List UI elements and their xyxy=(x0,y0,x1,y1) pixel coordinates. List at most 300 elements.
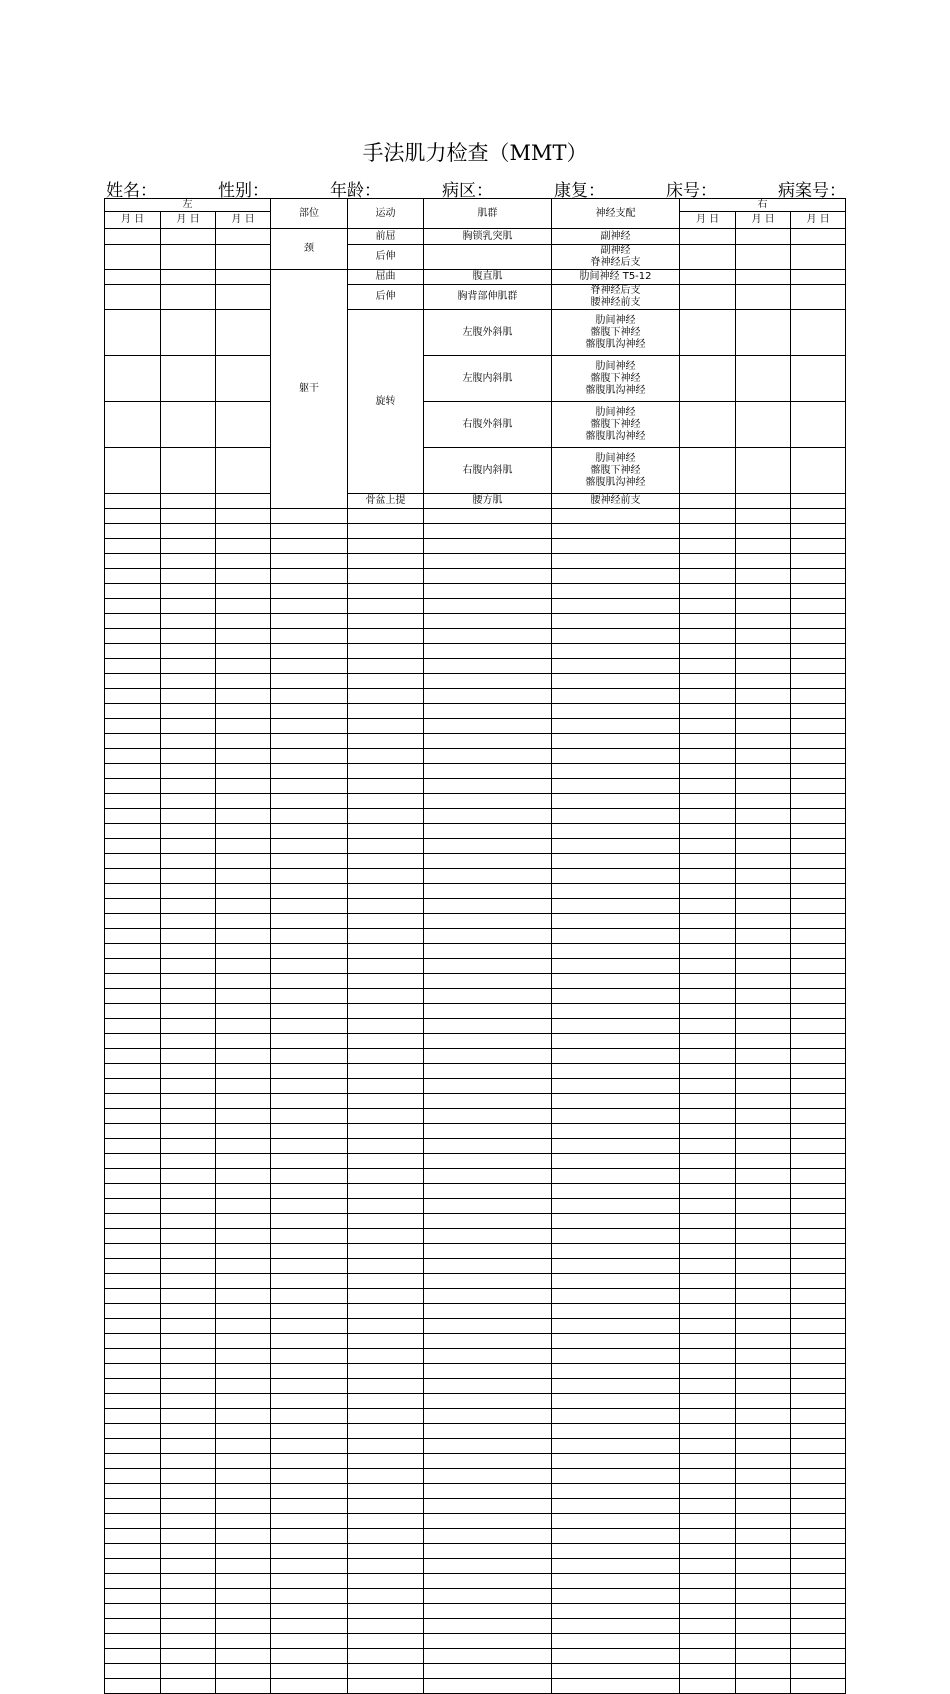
left-score-cell[interactable] xyxy=(105,1559,161,1574)
left-score-cell[interactable] xyxy=(216,1184,271,1199)
right-score-cell[interactable] xyxy=(736,1379,791,1394)
left-score-cell[interactable] xyxy=(216,1034,271,1049)
right-score-cell[interactable] xyxy=(791,245,846,270)
right-score-cell[interactable] xyxy=(680,356,736,402)
left-score-cell[interactable] xyxy=(161,1229,216,1244)
left-score-cell[interactable] xyxy=(216,629,271,644)
left-score-cell[interactable] xyxy=(161,1619,216,1634)
left-score-cell[interactable] xyxy=(105,1094,161,1109)
left-score-cell[interactable] xyxy=(105,1469,161,1484)
right-score-cell[interactable] xyxy=(736,1484,791,1499)
right-score-cell[interactable] xyxy=(736,824,791,839)
left-score-cell[interactable] xyxy=(216,1244,271,1259)
right-score-cell[interactable] xyxy=(791,1184,846,1199)
right-score-cell[interactable] xyxy=(791,1049,846,1064)
right-score-cell[interactable] xyxy=(791,779,846,794)
right-score-cell[interactable] xyxy=(680,839,736,854)
right-score-cell[interactable] xyxy=(680,1454,736,1469)
right-score-cell[interactable] xyxy=(791,959,846,974)
left-score-cell[interactable] xyxy=(161,974,216,989)
left-score-cell[interactable] xyxy=(105,659,161,674)
right-score-cell[interactable] xyxy=(736,1124,791,1139)
right-score-cell[interactable] xyxy=(791,1019,846,1034)
right-score-cell[interactable] xyxy=(736,1319,791,1334)
left-score-cell[interactable] xyxy=(216,1214,271,1229)
right-score-cell[interactable] xyxy=(736,402,791,448)
right-score-cell[interactable] xyxy=(680,884,736,899)
right-score-cell[interactable] xyxy=(680,584,736,599)
right-score-cell[interactable] xyxy=(736,689,791,704)
right-score-cell[interactable] xyxy=(791,1229,846,1244)
left-score-cell[interactable] xyxy=(161,229,216,245)
right-score-cell[interactable] xyxy=(791,1334,846,1349)
right-score-cell[interactable] xyxy=(791,644,846,659)
left-score-cell[interactable] xyxy=(105,1274,161,1289)
right-score-cell[interactable] xyxy=(680,674,736,689)
left-score-cell[interactable] xyxy=(216,704,271,719)
right-score-cell[interactable] xyxy=(791,1214,846,1229)
right-score-cell[interactable] xyxy=(791,1169,846,1184)
right-score-cell[interactable] xyxy=(736,1589,791,1604)
right-score-cell[interactable] xyxy=(736,674,791,689)
left-score-cell[interactable] xyxy=(105,1049,161,1064)
right-score-cell[interactable] xyxy=(736,1109,791,1124)
right-score-cell[interactable] xyxy=(736,1544,791,1559)
right-score-cell[interactable] xyxy=(791,1604,846,1619)
left-score-cell[interactable] xyxy=(105,1139,161,1154)
right-score-cell[interactable] xyxy=(736,1364,791,1379)
right-score-cell[interactable] xyxy=(791,929,846,944)
left-score-cell[interactable] xyxy=(216,1514,271,1529)
right-score-cell[interactable] xyxy=(736,659,791,674)
right-score-cell[interactable] xyxy=(680,270,736,285)
right-score-cell[interactable] xyxy=(680,1484,736,1499)
right-score-cell[interactable] xyxy=(680,1229,736,1244)
left-score-cell[interactable] xyxy=(161,1679,216,1694)
left-score-cell[interactable] xyxy=(216,1094,271,1109)
left-score-cell[interactable] xyxy=(161,644,216,659)
left-score-cell[interactable] xyxy=(161,854,216,869)
right-score-cell[interactable] xyxy=(791,1244,846,1259)
left-score-cell[interactable] xyxy=(161,1334,216,1349)
right-score-cell[interactable] xyxy=(736,1664,791,1679)
right-score-cell[interactable] xyxy=(791,1484,846,1499)
right-score-cell[interactable] xyxy=(680,1334,736,1349)
left-score-cell[interactable] xyxy=(216,1004,271,1019)
left-score-cell[interactable] xyxy=(216,1634,271,1649)
right-score-cell[interactable] xyxy=(736,1154,791,1169)
right-score-cell[interactable] xyxy=(791,839,846,854)
right-score-cell[interactable] xyxy=(736,599,791,614)
right-score-cell[interactable] xyxy=(736,1019,791,1034)
right-score-cell[interactable] xyxy=(736,1349,791,1364)
right-score-cell[interactable] xyxy=(680,1154,736,1169)
left-score-cell[interactable] xyxy=(161,1544,216,1559)
left-score-cell[interactable] xyxy=(216,1139,271,1154)
left-score-cell[interactable] xyxy=(105,1304,161,1319)
right-score-cell[interactable] xyxy=(680,1529,736,1544)
left-score-cell[interactable] xyxy=(105,539,161,554)
right-score-cell[interactable] xyxy=(680,285,736,310)
left-score-cell[interactable] xyxy=(105,704,161,719)
left-score-cell[interactable] xyxy=(161,1199,216,1214)
left-score-cell[interactable] xyxy=(216,1544,271,1559)
right-score-cell[interactable] xyxy=(791,1439,846,1454)
right-score-cell[interactable] xyxy=(680,734,736,749)
right-score-cell[interactable] xyxy=(736,1424,791,1439)
left-score-cell[interactable] xyxy=(216,884,271,899)
left-score-cell[interactable] xyxy=(161,1439,216,1454)
left-score-cell[interactable] xyxy=(161,1469,216,1484)
left-score-cell[interactable] xyxy=(105,1649,161,1664)
right-score-cell[interactable] xyxy=(736,869,791,884)
left-score-cell[interactable] xyxy=(105,749,161,764)
right-score-cell[interactable] xyxy=(680,402,736,448)
right-score-cell[interactable] xyxy=(791,494,846,509)
left-score-cell[interactable] xyxy=(161,779,216,794)
right-score-cell[interactable] xyxy=(736,734,791,749)
left-score-cell[interactable] xyxy=(161,1529,216,1544)
right-score-cell[interactable] xyxy=(680,1559,736,1574)
left-score-cell[interactable] xyxy=(216,1049,271,1064)
right-score-cell[interactable] xyxy=(736,809,791,824)
right-score-cell[interactable] xyxy=(680,245,736,270)
right-score-cell[interactable] xyxy=(736,884,791,899)
left-score-cell[interactable] xyxy=(105,1244,161,1259)
left-score-cell[interactable] xyxy=(105,884,161,899)
right-score-cell[interactable] xyxy=(736,704,791,719)
left-score-cell[interactable] xyxy=(216,1079,271,1094)
right-score-cell[interactable] xyxy=(736,1049,791,1064)
left-score-cell[interactable] xyxy=(105,285,161,310)
right-score-cell[interactable] xyxy=(736,914,791,929)
left-score-cell[interactable] xyxy=(105,1634,161,1649)
left-score-cell[interactable] xyxy=(105,245,161,270)
left-score-cell[interactable] xyxy=(161,944,216,959)
left-score-cell[interactable] xyxy=(105,509,161,524)
right-score-cell[interactable] xyxy=(791,1379,846,1394)
right-score-cell[interactable] xyxy=(736,749,791,764)
left-score-cell[interactable] xyxy=(161,270,216,285)
right-score-cell[interactable] xyxy=(736,448,791,494)
left-score-cell[interactable] xyxy=(216,1679,271,1694)
left-score-cell[interactable] xyxy=(216,599,271,614)
left-score-cell[interactable] xyxy=(161,1094,216,1109)
right-score-cell[interactable] xyxy=(791,749,846,764)
left-score-cell[interactable] xyxy=(161,809,216,824)
left-score-cell[interactable] xyxy=(161,1289,216,1304)
left-score-cell[interactable] xyxy=(105,899,161,914)
left-score-cell[interactable] xyxy=(216,1259,271,1274)
right-score-cell[interactable] xyxy=(791,1634,846,1649)
left-score-cell[interactable] xyxy=(216,1604,271,1619)
left-score-cell[interactable] xyxy=(216,839,271,854)
right-score-cell[interactable] xyxy=(791,974,846,989)
right-score-cell[interactable] xyxy=(680,1079,736,1094)
left-score-cell[interactable] xyxy=(161,1139,216,1154)
left-score-cell[interactable] xyxy=(105,554,161,569)
right-score-cell[interactable] xyxy=(736,1229,791,1244)
left-score-cell[interactable] xyxy=(216,749,271,764)
left-score-cell[interactable] xyxy=(161,1409,216,1424)
left-score-cell[interactable] xyxy=(216,1589,271,1604)
right-score-cell[interactable] xyxy=(791,584,846,599)
right-score-cell[interactable] xyxy=(791,1664,846,1679)
left-score-cell[interactable] xyxy=(105,1124,161,1139)
left-score-cell[interactable] xyxy=(216,824,271,839)
left-score-cell[interactable] xyxy=(105,1289,161,1304)
right-score-cell[interactable] xyxy=(736,944,791,959)
right-score-cell[interactable] xyxy=(680,448,736,494)
left-score-cell[interactable] xyxy=(216,285,271,310)
right-score-cell[interactable] xyxy=(791,899,846,914)
right-score-cell[interactable] xyxy=(680,229,736,245)
right-score-cell[interactable] xyxy=(736,494,791,509)
right-score-cell[interactable] xyxy=(736,539,791,554)
left-score-cell[interactable] xyxy=(105,1319,161,1334)
right-score-cell[interactable] xyxy=(791,1649,846,1664)
right-score-cell[interactable] xyxy=(736,270,791,285)
right-score-cell[interactable] xyxy=(791,989,846,1004)
right-score-cell[interactable] xyxy=(736,629,791,644)
left-score-cell[interactable] xyxy=(161,310,216,356)
right-score-cell[interactable] xyxy=(736,285,791,310)
right-score-cell[interactable] xyxy=(680,704,736,719)
right-score-cell[interactable] xyxy=(736,1394,791,1409)
right-score-cell[interactable] xyxy=(680,569,736,584)
left-score-cell[interactable] xyxy=(161,1244,216,1259)
right-score-cell[interactable] xyxy=(680,1364,736,1379)
left-score-cell[interactable] xyxy=(216,494,271,509)
left-score-cell[interactable] xyxy=(216,944,271,959)
left-score-cell[interactable] xyxy=(105,854,161,869)
left-score-cell[interactable] xyxy=(216,539,271,554)
right-score-cell[interactable] xyxy=(736,356,791,402)
right-score-cell[interactable] xyxy=(736,1529,791,1544)
right-score-cell[interactable] xyxy=(791,1154,846,1169)
left-score-cell[interactable] xyxy=(216,1319,271,1334)
right-score-cell[interactable] xyxy=(680,644,736,659)
left-score-cell[interactable] xyxy=(216,1349,271,1364)
left-score-cell[interactable] xyxy=(216,1334,271,1349)
left-score-cell[interactable] xyxy=(216,1169,271,1184)
left-score-cell[interactable] xyxy=(216,869,271,884)
left-score-cell[interactable] xyxy=(105,310,161,356)
left-score-cell[interactable] xyxy=(161,749,216,764)
right-score-cell[interactable] xyxy=(736,509,791,524)
left-score-cell[interactable] xyxy=(216,809,271,824)
left-score-cell[interactable] xyxy=(216,356,271,402)
right-score-cell[interactable] xyxy=(680,809,736,824)
left-score-cell[interactable] xyxy=(216,689,271,704)
left-score-cell[interactable] xyxy=(105,779,161,794)
left-score-cell[interactable] xyxy=(161,704,216,719)
right-score-cell[interactable] xyxy=(680,599,736,614)
right-score-cell[interactable] xyxy=(680,1409,736,1424)
right-score-cell[interactable] xyxy=(791,229,846,245)
right-score-cell[interactable] xyxy=(791,1559,846,1574)
right-score-cell[interactable] xyxy=(736,1064,791,1079)
left-score-cell[interactable] xyxy=(216,1109,271,1124)
right-score-cell[interactable] xyxy=(736,1679,791,1694)
left-score-cell[interactable] xyxy=(216,674,271,689)
right-score-cell[interactable] xyxy=(680,854,736,869)
right-score-cell[interactable] xyxy=(736,1289,791,1304)
left-score-cell[interactable] xyxy=(161,1484,216,1499)
left-score-cell[interactable] xyxy=(161,1514,216,1529)
right-score-cell[interactable] xyxy=(736,1274,791,1289)
right-score-cell[interactable] xyxy=(791,659,846,674)
left-score-cell[interactable] xyxy=(216,554,271,569)
left-score-cell[interactable] xyxy=(216,1424,271,1439)
left-score-cell[interactable] xyxy=(216,1409,271,1424)
left-score-cell[interactable] xyxy=(105,1349,161,1364)
left-score-cell[interactable] xyxy=(105,1604,161,1619)
right-score-cell[interactable] xyxy=(736,1214,791,1229)
left-score-cell[interactable] xyxy=(105,809,161,824)
left-score-cell[interactable] xyxy=(105,734,161,749)
right-score-cell[interactable] xyxy=(736,1559,791,1574)
right-score-cell[interactable] xyxy=(736,554,791,569)
right-score-cell[interactable] xyxy=(680,989,736,1004)
right-score-cell[interactable] xyxy=(680,1394,736,1409)
right-score-cell[interactable] xyxy=(736,1439,791,1454)
right-score-cell[interactable] xyxy=(680,1604,736,1619)
left-score-cell[interactable] xyxy=(216,854,271,869)
left-score-cell[interactable] xyxy=(216,1499,271,1514)
left-score-cell[interactable] xyxy=(216,719,271,734)
right-score-cell[interactable] xyxy=(736,245,791,270)
left-score-cell[interactable] xyxy=(105,1499,161,1514)
right-score-cell[interactable] xyxy=(680,1049,736,1064)
left-score-cell[interactable] xyxy=(161,1364,216,1379)
right-score-cell[interactable] xyxy=(736,1139,791,1154)
left-score-cell[interactable] xyxy=(161,1454,216,1469)
left-score-cell[interactable] xyxy=(105,644,161,659)
right-score-cell[interactable] xyxy=(791,1574,846,1589)
right-score-cell[interactable] xyxy=(680,1259,736,1274)
left-score-cell[interactable] xyxy=(161,719,216,734)
right-score-cell[interactable] xyxy=(680,1034,736,1049)
left-score-cell[interactable] xyxy=(161,1064,216,1079)
left-score-cell[interactable] xyxy=(216,779,271,794)
right-score-cell[interactable] xyxy=(791,854,846,869)
right-score-cell[interactable] xyxy=(791,674,846,689)
left-score-cell[interactable] xyxy=(216,1664,271,1679)
right-score-cell[interactable] xyxy=(680,494,736,509)
right-score-cell[interactable] xyxy=(680,779,736,794)
right-score-cell[interactable] xyxy=(680,310,736,356)
left-score-cell[interactable] xyxy=(216,1439,271,1454)
right-score-cell[interactable] xyxy=(791,734,846,749)
left-score-cell[interactable] xyxy=(161,494,216,509)
left-score-cell[interactable] xyxy=(216,1154,271,1169)
left-score-cell[interactable] xyxy=(161,689,216,704)
left-score-cell[interactable] xyxy=(161,869,216,884)
right-score-cell[interactable] xyxy=(791,1544,846,1559)
left-score-cell[interactable] xyxy=(216,1574,271,1589)
left-score-cell[interactable] xyxy=(216,1454,271,1469)
left-score-cell[interactable] xyxy=(161,402,216,448)
left-score-cell[interactable] xyxy=(105,1424,161,1439)
left-score-cell[interactable] xyxy=(161,569,216,584)
right-score-cell[interactable] xyxy=(680,1064,736,1079)
right-score-cell[interactable] xyxy=(791,270,846,285)
left-score-cell[interactable] xyxy=(161,1664,216,1679)
right-score-cell[interactable] xyxy=(680,1274,736,1289)
right-score-cell[interactable] xyxy=(680,539,736,554)
right-score-cell[interactable] xyxy=(791,764,846,779)
left-score-cell[interactable] xyxy=(161,1124,216,1139)
right-score-cell[interactable] xyxy=(791,1274,846,1289)
right-score-cell[interactable] xyxy=(791,1319,846,1334)
left-score-cell[interactable] xyxy=(161,285,216,310)
right-score-cell[interactable] xyxy=(791,569,846,584)
left-score-cell[interactable] xyxy=(216,509,271,524)
left-score-cell[interactable] xyxy=(216,1064,271,1079)
left-score-cell[interactable] xyxy=(161,989,216,1004)
left-score-cell[interactable] xyxy=(105,584,161,599)
left-score-cell[interactable] xyxy=(105,1529,161,1544)
left-score-cell[interactable] xyxy=(105,989,161,1004)
right-score-cell[interactable] xyxy=(736,959,791,974)
left-score-cell[interactable] xyxy=(161,1499,216,1514)
right-score-cell[interactable] xyxy=(736,1499,791,1514)
left-score-cell[interactable] xyxy=(105,839,161,854)
left-score-cell[interactable] xyxy=(105,944,161,959)
right-score-cell[interactable] xyxy=(791,310,846,356)
right-score-cell[interactable] xyxy=(791,944,846,959)
right-score-cell[interactable] xyxy=(791,448,846,494)
right-score-cell[interactable] xyxy=(736,1469,791,1484)
right-score-cell[interactable] xyxy=(680,1664,736,1679)
left-score-cell[interactable] xyxy=(161,1589,216,1604)
left-score-cell[interactable] xyxy=(216,402,271,448)
left-score-cell[interactable] xyxy=(161,524,216,539)
right-score-cell[interactable] xyxy=(736,1409,791,1424)
left-score-cell[interactable] xyxy=(161,629,216,644)
right-score-cell[interactable] xyxy=(791,1139,846,1154)
right-score-cell[interactable] xyxy=(791,824,846,839)
left-score-cell[interactable] xyxy=(105,1454,161,1469)
left-score-cell[interactable] xyxy=(216,1274,271,1289)
left-score-cell[interactable] xyxy=(161,356,216,402)
left-score-cell[interactable] xyxy=(105,402,161,448)
right-score-cell[interactable] xyxy=(680,1004,736,1019)
left-score-cell[interactable] xyxy=(105,764,161,779)
right-score-cell[interactable] xyxy=(680,719,736,734)
right-score-cell[interactable] xyxy=(680,794,736,809)
left-score-cell[interactable] xyxy=(216,1229,271,1244)
right-score-cell[interactable] xyxy=(680,1349,736,1364)
right-score-cell[interactable] xyxy=(736,989,791,1004)
left-score-cell[interactable] xyxy=(161,1214,216,1229)
left-score-cell[interactable] xyxy=(161,1259,216,1274)
right-score-cell[interactable] xyxy=(680,1184,736,1199)
left-score-cell[interactable] xyxy=(161,764,216,779)
right-score-cell[interactable] xyxy=(736,974,791,989)
left-score-cell[interactable] xyxy=(161,1019,216,1034)
left-score-cell[interactable] xyxy=(216,914,271,929)
right-score-cell[interactable] xyxy=(736,899,791,914)
left-score-cell[interactable] xyxy=(161,1574,216,1589)
left-score-cell[interactable] xyxy=(105,524,161,539)
right-score-cell[interactable] xyxy=(791,1349,846,1364)
right-score-cell[interactable] xyxy=(680,1544,736,1559)
left-score-cell[interactable] xyxy=(105,1379,161,1394)
left-score-cell[interactable] xyxy=(216,1619,271,1634)
right-score-cell[interactable] xyxy=(736,569,791,584)
